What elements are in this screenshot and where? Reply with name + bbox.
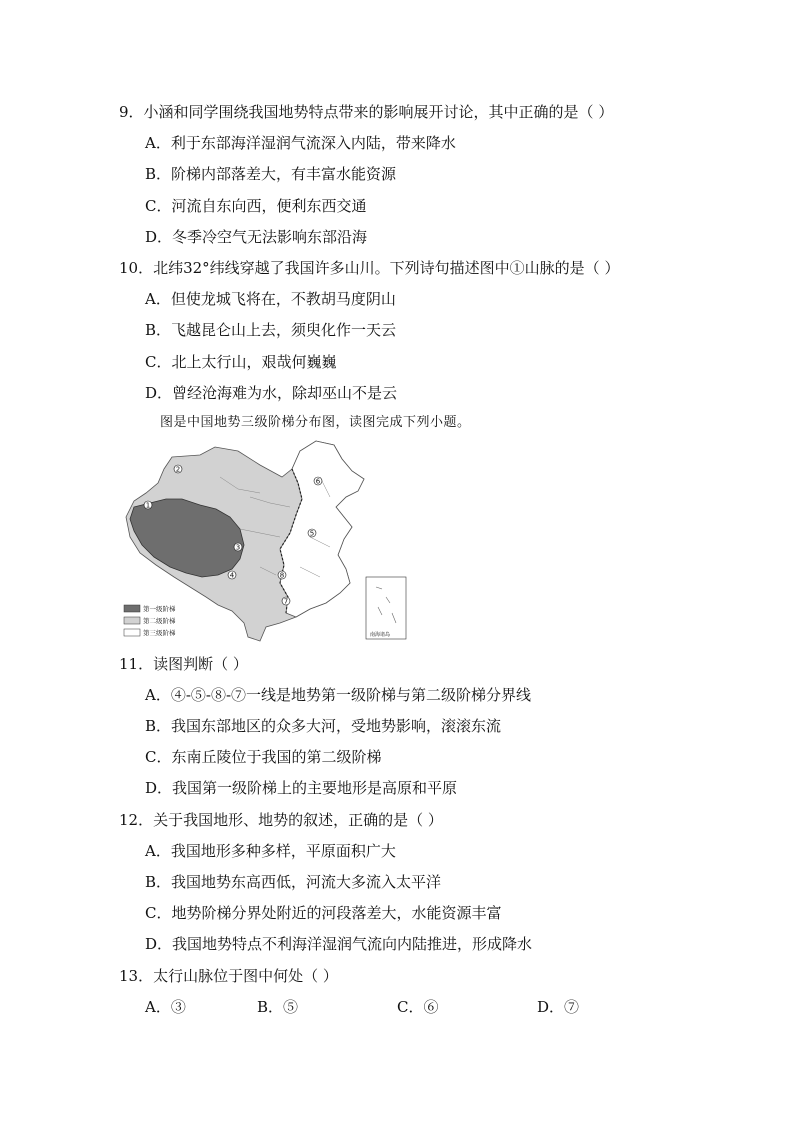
q12-option-d: D．我国地势特点不利海洋湿润气流向内陆推进，形成降水 — [145, 935, 533, 953]
svg-text:8: 8 — [279, 571, 285, 580]
svg-text:6: 6 — [315, 477, 321, 486]
tier3-region — [280, 441, 364, 617]
q12-option-a: A．我国地形多种多样，平原面积广大 — [145, 842, 396, 860]
svg-text:3: 3 — [235, 543, 241, 552]
q10-option-c: C．北上太行山，艰哉何巍巍 — [145, 353, 337, 371]
q9-option-b: B．阶梯内部落差大，有丰富水能资源 — [145, 165, 397, 183]
q10-option-b: B．飞越昆仑山上去，须臾化作一天云 — [145, 321, 397, 339]
svg-text:5: 5 — [309, 529, 315, 538]
svg-text:7: 7 — [283, 597, 289, 606]
q12-option-c: C．地势阶梯分界处附近的河段落差大，水能资源丰富 — [145, 904, 502, 922]
svg-text:1: 1 — [145, 501, 151, 510]
south-sea-inset — [366, 577, 406, 639]
q13-stem: 13．太行山脉位于图中何处（ ） — [119, 967, 338, 985]
q9-stem: 9．小涵和同学围绕我国地势特点带来的影响展开讨论，其中正确的是（ ） — [119, 103, 614, 121]
legend-tier2: 第二级阶梯 — [143, 617, 176, 625]
q9-option-d: D．冬季冷空气无法影响东部沿海 — [145, 228, 368, 246]
q11-option-b: B．我国东部地区的众多大河，受地势影响，滚滚东流 — [145, 717, 502, 735]
q10-option-a: A．但使龙城飞将在，不教胡马度阴山 — [145, 290, 396, 308]
q11-option-d: D．我国第一级阶梯上的主要地形是高原和平原 — [145, 779, 458, 797]
q11-option-a: A．④-⑤-⑧-⑦一线是地势第一级阶梯与第二级阶梯分界线 — [145, 686, 532, 704]
terrain-steps-map — [120, 437, 420, 643]
q11-option-c: C．东南丘陵位于我国的第二级阶梯 — [145, 748, 382, 766]
q13-option-c: C．⑥ — [397, 998, 439, 1016]
svg-text:4: 4 — [229, 571, 235, 580]
q13-option-b: B．⑤ — [257, 998, 299, 1016]
legend-tier3: 第三级阶梯 — [143, 629, 176, 637]
q10-option-d: D．曾经沧海难为水，除却巫山不是云 — [145, 384, 398, 402]
map-caption: 图是中国地势三级阶梯分布图，读图完成下列小题。 — [160, 415, 471, 430]
q10-stem: 10．北纬32°纬线穿越了我国许多山川。下列诗句描述图中①山脉的是（ ） — [119, 259, 620, 277]
q13-option-d: D．⑦ — [537, 998, 580, 1016]
inset-label: 南海诸岛 — [370, 632, 391, 638]
map-legend — [124, 604, 176, 637]
legend-tier1: 第一级阶梯 — [143, 605, 176, 613]
q12-stem: 12．关于我国地形、地势的叙述，正确的是（ ） — [119, 811, 443, 829]
q11-stem: 11．读图判断（ ） — [119, 655, 248, 673]
q13-option-a: A．③ — [145, 998, 186, 1016]
q9-option-a: A．利于东部海洋湿润气流深入内陆，带来降水 — [145, 134, 456, 152]
svg-text:2: 2 — [175, 465, 181, 474]
q9-option-c: C．河流自东向西，便利东西交通 — [145, 197, 367, 215]
q12-option-b: B．我国地势东高西低，河流大多流入太平洋 — [145, 873, 442, 891]
